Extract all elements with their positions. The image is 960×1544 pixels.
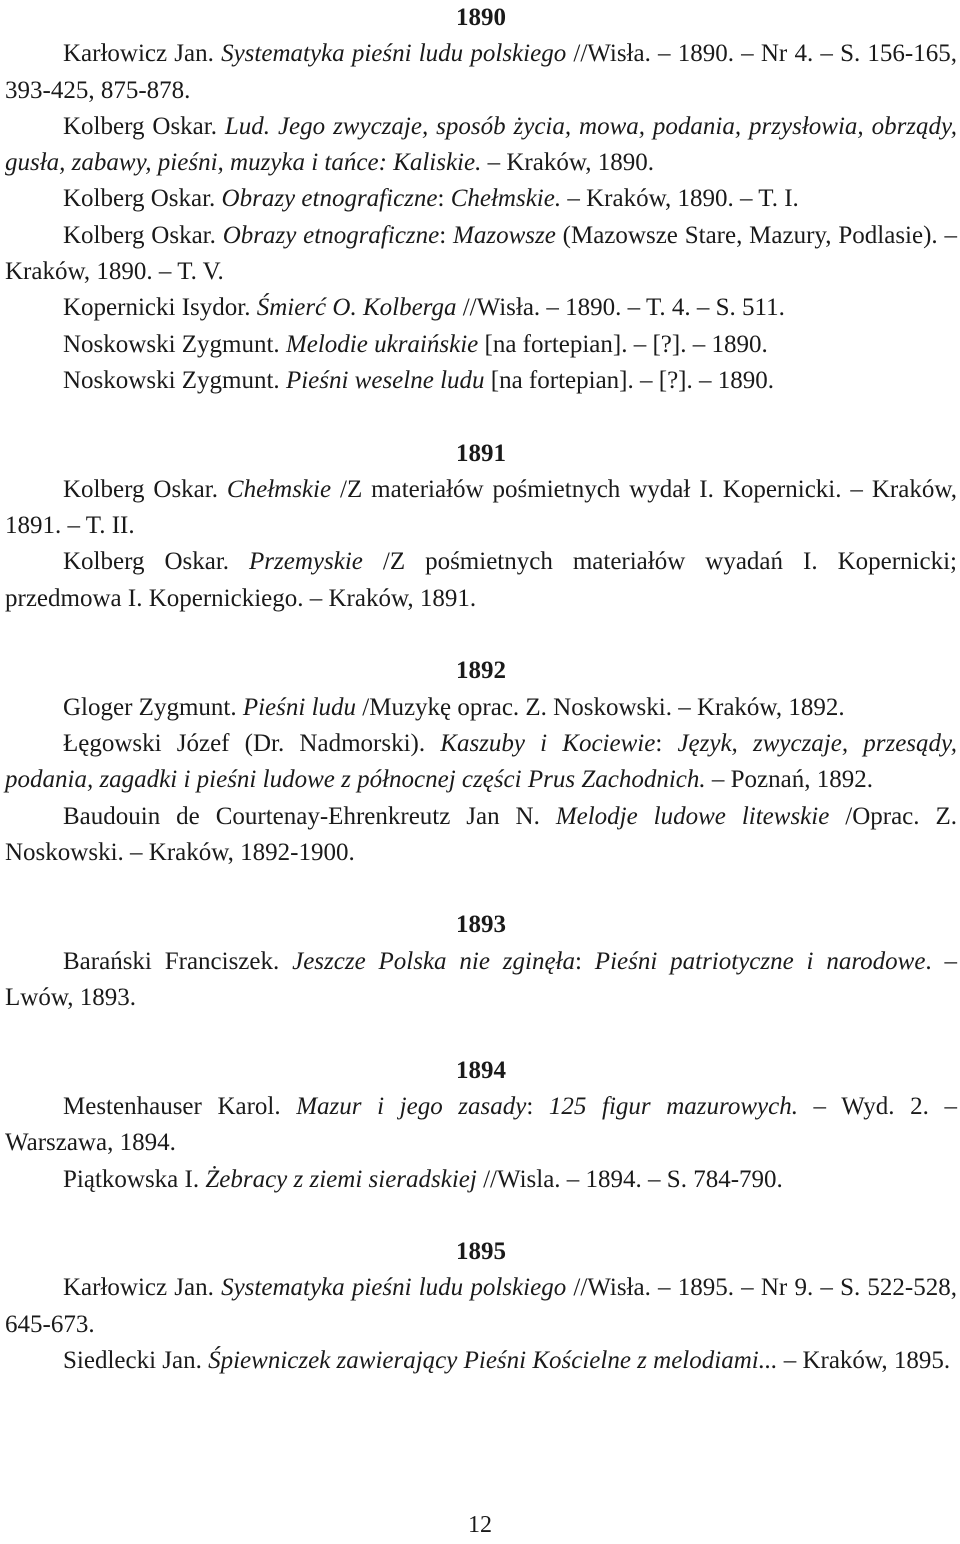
entry-author: Noskowski Zygmunt.: [63, 366, 286, 394]
entry-title: Chełmskie: [226, 475, 332, 503]
bibliography-entry: [5, 290, 957, 326]
entry-author: Kolberg Oskar.: [63, 221, 223, 249]
bibliography-entry: [5, 327, 957, 363]
entry-title: Pieśni weselne ludu: [285, 366, 485, 394]
entry-title: Melodje ludowe litewskie: [555, 802, 830, 830]
entry-title: Lud. Jego zwyczaje, sposób życia, mowa, podania, przysłowia, obrządy, gusła, zabawy, pieśni, muzyka i tańce: Kaliskie.: [5, 112, 957, 177]
entry-details: //Wisła. – 1890. – T. 4. – S. 511.: [456, 294, 785, 322]
entry-title: Kaszuby i Kociewie: [440, 729, 656, 757]
entry-details: /Z pośmietnych materiałów wyadań I. Kopernicki; przedmowa I. Kopernickiego. – Kraków, 1891.: [5, 548, 957, 612]
section-1894: [5, 1053, 957, 1198]
section-1895: [5, 1234, 957, 1379]
entry-author: Kopernicki Isydor.: [63, 294, 257, 322]
section-gap: [5, 1016, 957, 1052]
year-heading: 1892: [456, 657, 506, 685]
bibliography-entry: [5, 690, 957, 726]
entry-details: //Wisła. – 1890. – Nr 4. – S. 156-165, 393-425, 875-878.: [5, 40, 957, 104]
entry-details: //Wisla. – 1894. – S. 784-790.: [476, 1165, 783, 1193]
entry-author: Siedlecki Jan.: [63, 1346, 209, 1374]
entry-separator: :: [439, 221, 454, 249]
entry-details: [na fortepian]. – [?]. – 1890.: [478, 330, 768, 358]
entry-details: – Kraków, 1895.: [777, 1346, 951, 1374]
entry-separator: :: [526, 1092, 549, 1120]
entry-subtitle: Pieśni patriotyczne i narodowe: [594, 947, 926, 975]
entry-details: – Kraków, 1890. – T. I.: [561, 185, 799, 213]
entry-title: Żebracy z ziemi sieradskiej: [205, 1165, 477, 1193]
bibliography-entry: [5, 181, 957, 217]
year-heading: 1894: [456, 1056, 506, 1084]
entry-title: Mazur i jego zasady: [296, 1092, 527, 1120]
entry-title: Śpiewniczek zawierający Pieśni Kościelne z melodiami...: [208, 1346, 778, 1374]
entry-title: Melodie ukraińskie: [285, 330, 479, 358]
entry-author: Mestenhauser Karol.: [63, 1092, 297, 1120]
entry-details: /Oprac. Z. Noskowski. – Kraków, 1892-1900.: [5, 802, 957, 866]
bibliography-entry: [5, 799, 957, 872]
entry-title: Śmierć O. Kolberga: [256, 294, 457, 322]
entry-title: Obrazy etnograficzne: [221, 185, 438, 213]
entry-author: Kolberg Oskar.: [63, 475, 227, 503]
entry-subtitle: Język, zwyczaje, przesądy, podania, zagadki i pieśni ludowe z północnej części Prus Zachodnich.: [5, 729, 958, 794]
entry-author: Łęgowski Józef (Dr. Nadmorski).: [63, 729, 441, 757]
entry-author: Barański Franciszek.: [63, 947, 293, 975]
bibliography-entry: [5, 36, 957, 109]
year-heading: 1890: [456, 4, 506, 31]
year-heading: 1895: [456, 1238, 506, 1266]
entry-separator: :: [437, 185, 451, 213]
section-1890: [5, 0, 957, 399]
entry-author: Kolberg Oskar.: [63, 185, 222, 213]
bibliography-entry: [5, 544, 957, 617]
entry-subtitle: 125 figur mazurowych.: [548, 1092, 798, 1120]
entry-author: Karłowicz Jan.: [63, 40, 222, 68]
page-number: 12: [468, 1512, 492, 1538]
entry-details: [na fortepian]. – [?]. – 1890.: [484, 366, 774, 394]
bibliography-entry: [5, 1343, 957, 1379]
entry-subtitle: Mazowsze: [453, 221, 556, 249]
entry-details: – Wyd. 2. – Warszawa, 1894.: [5, 1092, 958, 1157]
bibliography-entry: [5, 218, 957, 291]
bibliography-entry: [5, 472, 957, 545]
entry-author: Noskowski Zygmunt.: [63, 330, 286, 358]
section-gap: [5, 871, 957, 907]
entry-details: //Wisła. – 1895. – Nr 9. – S. 522-528, 645-673.: [5, 1274, 957, 1338]
entry-title: Obrazy etnograficzne: [222, 221, 440, 249]
entry-author: Kolberg Oskar.: [63, 112, 225, 140]
entry-author: Gloger Zygmunt.: [63, 693, 243, 721]
entry-separator: :: [575, 947, 595, 975]
section-gap: [5, 1198, 957, 1234]
bibliography-page: [5, 0, 957, 1379]
bibliography-entry: [5, 944, 957, 1017]
bibliography-entry: [5, 109, 957, 182]
entry-details: /Muzykę oprac. Z. Noskowski. – Kraków, 1892.: [356, 693, 845, 721]
entry-title: Jeszcze Polska nie zginęła: [292, 947, 575, 975]
entry-title: Przemyskie: [249, 548, 363, 576]
bibliography-entry: [5, 1089, 957, 1162]
entry-details: – Kraków, 1890.: [481, 149, 654, 177]
year-heading: 1893: [456, 911, 506, 939]
bibliography-entry: [5, 363, 957, 399]
entry-title: Systematyka pieśni ludu polskiego: [221, 1274, 567, 1302]
section-1891: [5, 436, 957, 617]
bibliography-entry: [5, 1270, 957, 1343]
section-1893: [5, 907, 957, 1016]
entry-details: (Mazowsze Stare, Mazury, Podlasie). – Kraków, 1890. – T. V.: [5, 221, 957, 286]
year-heading: 1891: [456, 439, 506, 467]
entry-details: – Poznań, 1892.: [705, 766, 873, 794]
entry-title: Pieśni ludu: [242, 693, 357, 721]
entry-author: Karłowicz Jan.: [63, 1274, 222, 1302]
section-1892: [5, 653, 957, 871]
entry-details: /Z materiałów pośmietnych wydał I. Kopernicki. – Kraków, 1891. – T. II.: [5, 475, 958, 540]
bibliography-entry: [5, 726, 957, 799]
section-gap: [5, 617, 957, 653]
entry-subtitle: Chełmskie.: [450, 185, 562, 213]
entry-title: Systematyka pieśni ludu polskiego: [221, 40, 567, 68]
entry-details: . – Lwów, 1893.: [5, 947, 958, 1012]
entry-author: Piątkowska I.: [63, 1165, 206, 1193]
entry-author: Kolberg Oskar.: [63, 548, 250, 576]
bibliography-entry: [5, 1162, 957, 1198]
entry-author: Baudouin de Courtenay-Ehrenkreutz Jan N.: [63, 802, 556, 830]
entry-separator: :: [655, 729, 678, 757]
section-gap: [5, 399, 957, 435]
